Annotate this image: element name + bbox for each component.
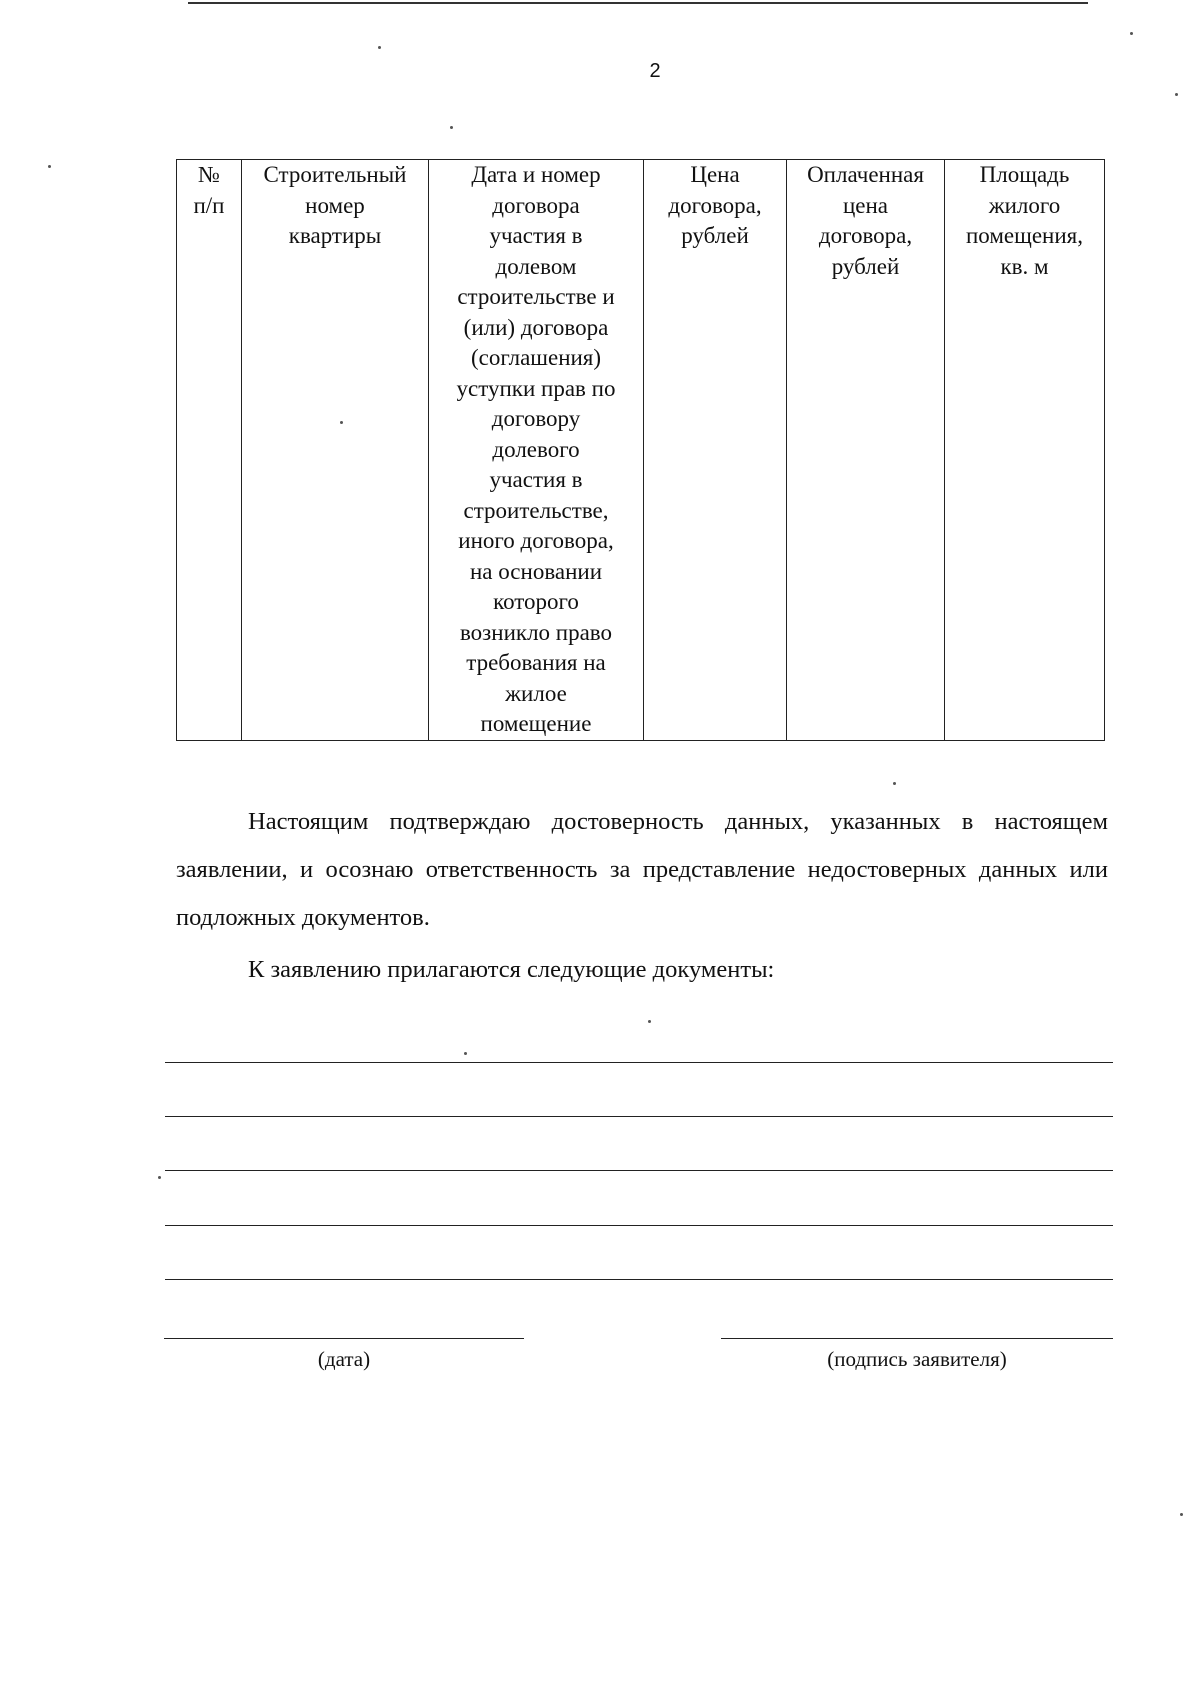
- scan-speck: [648, 1020, 651, 1023]
- scan-speck: [1130, 32, 1133, 35]
- attachment-line: [165, 1279, 1113, 1280]
- page-number: 2: [649, 60, 661, 82]
- scan-speck: [48, 165, 51, 168]
- header-contract-price: Цена договора, рублей: [644, 160, 787, 741]
- attachment-line: [165, 1116, 1113, 1117]
- top-border-line: [188, 2, 1088, 4]
- header-number: № п/п: [177, 160, 242, 741]
- scan-speck: [464, 1052, 467, 1055]
- scan-speck: [158, 1176, 161, 1179]
- signature-line: [721, 1338, 1113, 1339]
- date-caption: (дата): [317, 1347, 371, 1371]
- header-paid-price: Оплаченная цена договора, рублей: [787, 160, 945, 741]
- table-header-row: [177, 160, 1105, 741]
- scan-speck: [450, 126, 453, 129]
- header-contract-date-number: Дата и номер договора участия в долевом строительстве и (или) договора (соглашения) уступки прав по договору долевого участия в строительстве, иного договора, на основании которого возникло право требования на жилое помещение: [429, 160, 644, 741]
- scan-speck: [1175, 93, 1178, 96]
- attachment-line: [165, 1225, 1113, 1226]
- scan-speck: [1180, 1513, 1183, 1516]
- attachments-intro: К заявлению прилагаются следующие документы:: [248, 956, 775, 983]
- attachment-line: [165, 1062, 1113, 1063]
- header-living-area: Площадь жилого помещения, кв. м: [945, 160, 1105, 741]
- scan-speck: [378, 46, 381, 49]
- confirmation-paragraph: Настоящим подтверждаю достоверность данных, указанных в настоящем заявлении, и осознаю ответственность за представление недостоверных данных или подложных документов.: [176, 808, 1108, 931]
- scan-speck: [340, 421, 343, 424]
- attachment-line: [165, 1170, 1113, 1171]
- signature-caption: (подпись заявителя): [827, 1347, 1007, 1371]
- header-apartment-number: Строительный номер квартиры: [242, 160, 429, 741]
- scan-speck: [893, 782, 896, 785]
- apartments-table: [176, 159, 1105, 741]
- date-line: [164, 1338, 524, 1339]
